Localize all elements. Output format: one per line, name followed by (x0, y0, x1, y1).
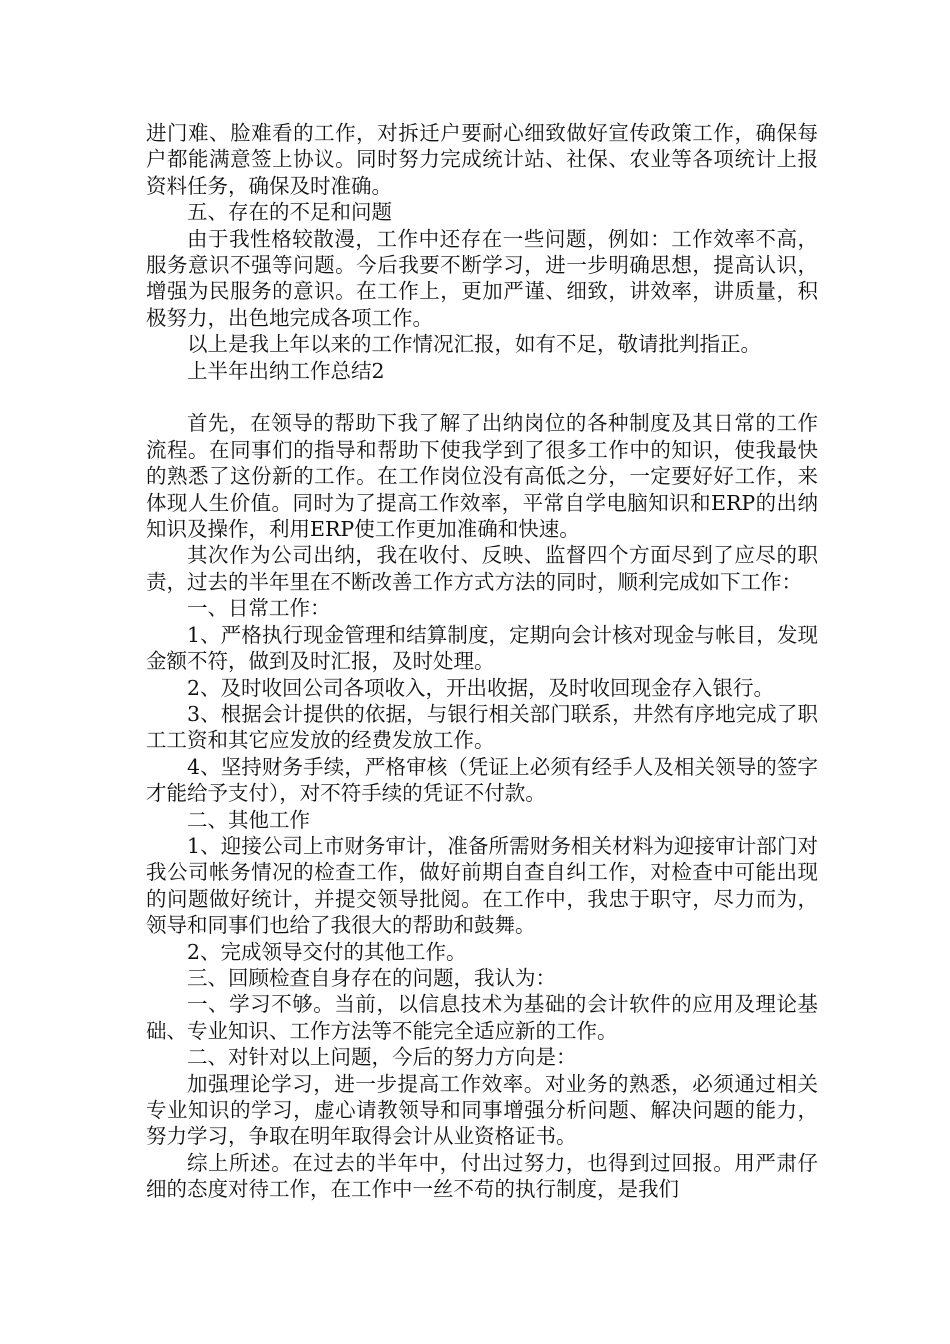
list-item: 2、完成领导交付的其他工作。 (187, 939, 467, 964)
paragraph: 由于我性格较散漫，工作中还存在一些问题，例如：工作效率不高，服务意识不强等问题。今后我要不断学习，进一步明确思想，提高认识，增强为民服务的意识。在工作上，更加严谨、细致，讲效率，讲质量，积极努力，出色地完成各项工作。 (146, 226, 818, 330)
list-item: 4、坚持财务手续，严格审核（凭证上必须有经手人及相关领导的签字才能给予支付），对不符手续的凭证不付款。 (146, 754, 818, 806)
list-item: 1、迎接公司上市财务审计，准备所需财务相关材料为迎接审计部门对我公司帐务情况的检查工作，做好前期自查自纠工作，对检查中可能出现的问题做好统计，并提交领导批阅。在工作中，我忠于职守，尽力而为，领导和同事们也给了我很大的帮助和鼓舞。 (146, 833, 818, 938)
section-heading: 一、日常工作： (187, 596, 331, 621)
paragraph: 首先，在领导的帮助下我了解了出纳岗位的各种制度及其日常的工作流程。在同事们的指导和帮助下使我学到了很多工作中的知识，使我最快的熟悉了这份新的工作。在工作岗位没有高低之分，一定要好好工作，来体现人生价值。同时为了提高工作效率，平常自学电脑知识和ERP的出纳知识及操作，利用ERP使工作更加准确和快速。 (146, 411, 818, 542)
paragraph: 综上所述。在过去的半年中，付出过努力，也得到过回报。用严肃仔细的态度对待工作，在工作中一丝不苟的执行制度，是我们 (146, 1150, 818, 1202)
section-heading: 五、存在的不足和问题 (187, 200, 392, 225)
document-subtitle: 上半年出纳工作总结2 (187, 358, 385, 383)
paragraph: 进门难、脸难看的工作，对拆迁户要耐心细致做好宣传政策工作，确保每户都能满意签上协议。同时努力完成统计站、社保、农业等各项统计上报资料任务，确保及时准确。 (146, 121, 818, 198)
list-item: 2、及时收回公司各项收入，开出收据，及时收回现金存入银行。 (187, 675, 775, 700)
paragraph: 二、对针对以上问题，今后的努力方向是： (187, 1045, 577, 1070)
list-item: 1、严格执行现金管理和结算制度，定期向会计核对现金与帐目，发现金额不符，做到及时汇报，及时处理。 (146, 622, 818, 674)
document-body (146, 120, 818, 1203)
paragraph: 以上是我上年以来的工作情况汇报，如有不足，敬请批判指正。 (187, 332, 761, 357)
paragraph: 加强理论学习，进一步提高工作效率。对业务的熟悉，必须通过相关专业知识的学习，虚心请教领导和同事增强分析问题、解决问题的能力，努力学习，争取在明年取得会计从业资格证书。 (146, 1071, 818, 1149)
section-heading: 三、回顾检查自身存在的问题，我认为： (187, 965, 556, 990)
blank-line (146, 384, 818, 410)
paragraph: 其次作为公司出纳，我在收付、反映、监督四个方面尽到了应尽的职责，过去的半年里在不断改善工作方式方法的同时，顺利完成如下工作： (146, 543, 818, 594)
section-heading: 二、其他工作 (187, 807, 310, 832)
paragraph: 一、学习不够。当前，以信息技术为基础的会计软件的应用及理论基础、专业知识、工作方法等不能完全适应新的工作。 (146, 992, 818, 1043)
list-item: 3、根据会计提供的依据，与银行相关部门联系，井然有序地完成了职工工资和其它应发放的经费发放工作。 (146, 701, 818, 753)
